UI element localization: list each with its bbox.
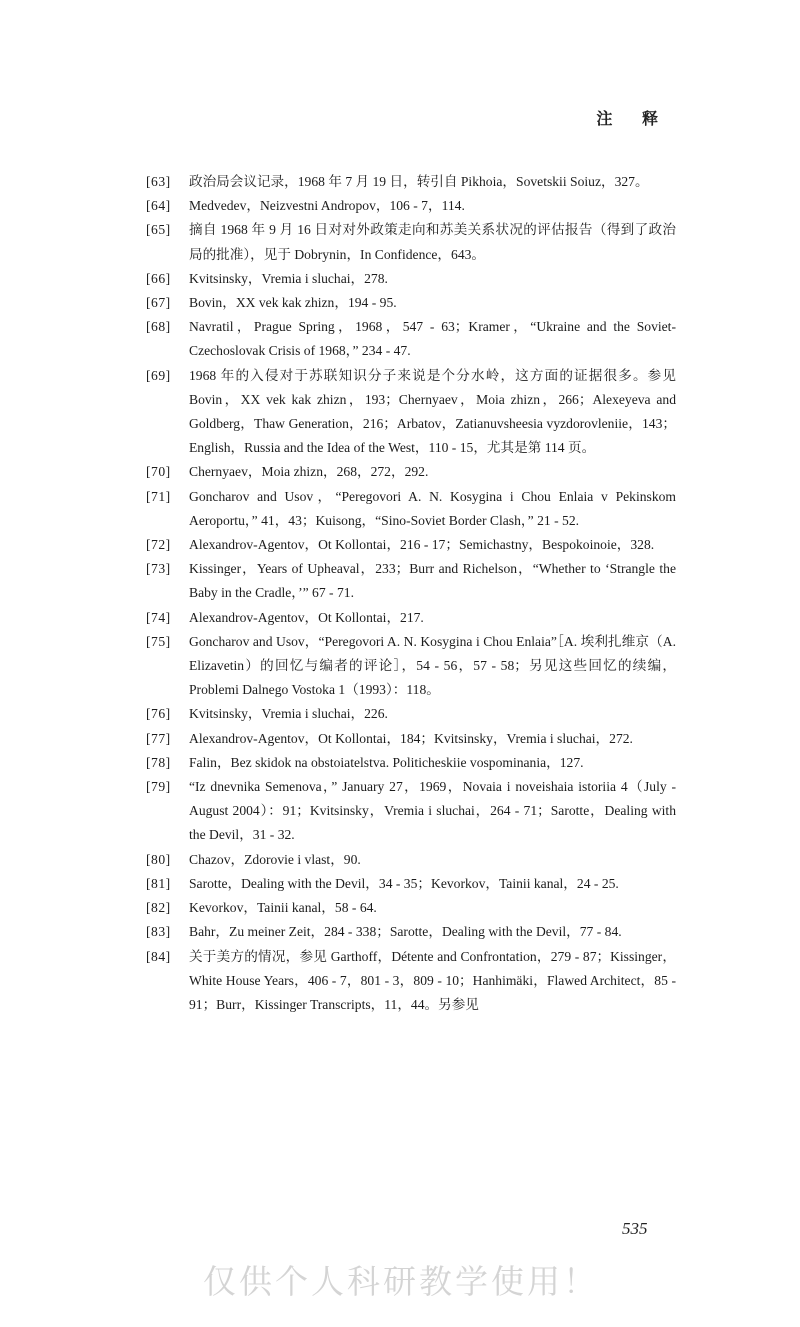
note-text: Chernyaev，Moia zhizn，268，272，292.	[189, 464, 429, 480]
note-number: [81]	[146, 875, 171, 891]
note-number: [67]	[146, 295, 171, 311]
note-item	[146, 896, 676, 920]
note-text: Kvitsinsky，Vremia i sluchai，278.	[189, 270, 388, 286]
note-item	[146, 460, 676, 484]
note-text: 关于美方的情况，参见 Garthoff，Détente and Confrontation，279 - 87；Kissinger，White House Years，406 - 7，801 - 3，809 - 10；Hanhimäki，Flawed Architect，85 - 91；Burr，Kissinger Transcripts，11，44。另参见	[189, 948, 676, 1012]
note-number: [66]	[146, 270, 171, 286]
note-text: Navratil，Prague Spring，1968，547 - 63；Kramer，“Ukraine and the Soviet-Czechoslovak Crisis of 1968，” 234 - 47.	[189, 319, 676, 359]
note-number: [71]	[146, 488, 171, 504]
note-item	[146, 702, 676, 726]
note-number: [63]	[146, 174, 171, 189]
note-text: Goncharov and Usov，“Peregovori A. N. Kosygina i Chou Enlaia”［A. 埃利扎维京（A. Elizavetin）的回忆与编者的评论］，54 - 56，57 - 58；另见这些回忆的续编，Problemi Dalnego Vostoka 1（1993）：118。	[189, 633, 676, 698]
note-item	[146, 848, 676, 872]
note-number: [77]	[146, 730, 171, 746]
note-text: “Iz dnevnika Semenova，” January 27，1969，Novaia i noveishaia istoriia 4（July - August 2004）：91；Kvitsinsky，Vremia i sluchai，264 - 71；Sarotte，Dealing with the Devil，31 - 32.	[189, 779, 676, 843]
note-item	[146, 170, 676, 194]
note-item	[146, 920, 676, 944]
note-number: [80]	[146, 851, 171, 867]
note-item	[146, 194, 676, 218]
note-number: [69]	[146, 367, 171, 383]
note-number: [72]	[146, 537, 171, 553]
note-text: Kissinger，Years of Upheaval，233；Burr and Richelson，“Whether to ‘Strangle the Baby in the Cradle，’” 67 - 71.	[189, 561, 676, 601]
note-item	[146, 751, 676, 775]
note-text: Sarotte，Dealing with the Devil，34 - 35；Kevorkov，Tainii kanal，24 - 25.	[189, 875, 619, 891]
note-text: Alexandrov-Agentov，Ot Kollontai，216 - 17；Semichastny，Bespokoinoie，328.	[189, 537, 655, 553]
note-text: 政治局会议记录，1968 年 7 月 19 日，转引自 Pikhoia，Sovetskii Soiuz，327。	[189, 174, 649, 189]
note-number: [82]	[146, 900, 171, 916]
note-number: [84]	[146, 948, 171, 964]
note-text: Alexandrov-Agentov，Ot Kollontai，217.	[189, 609, 424, 625]
note-item	[146, 315, 676, 363]
note-item	[146, 533, 676, 557]
note-item	[146, 775, 676, 848]
note-text: Alexandrov-Agentov，Ot Kollontai，184；Kvitsinsky，Vremia i sluchai，272.	[189, 730, 633, 746]
note-text: Medvedev，Neizvestni Andropov，106 - 7，114.	[189, 198, 465, 214]
note-number: [83]	[146, 924, 171, 940]
note-item	[146, 727, 676, 751]
note-number: [78]	[146, 754, 171, 770]
note-number: [75]	[146, 633, 171, 649]
note-number: [68]	[146, 319, 171, 335]
note-text: Goncharov and Usov，“Peregovori A. N. Kosygina i Chou Enlaia v Pekinskom Aeroportu，” 41，43；Kuisong，“Sino-Soviet Border Clash，” 21 - 52.	[189, 488, 676, 528]
note-item	[146, 630, 676, 703]
note-item	[146, 606, 676, 630]
note-number: [74]	[146, 609, 171, 625]
note-item	[146, 218, 676, 266]
note-item	[146, 872, 676, 896]
page-number: 535	[622, 1219, 648, 1238]
watermark: 仅供个人科研教学使用！	[203, 1262, 599, 1301]
note-item	[146, 945, 676, 1018]
note-item	[146, 557, 676, 605]
note-text: Bahr，Zu meiner Zeit，284 - 338；Sarotte，Dealing with the Devil，77 - 84.	[189, 924, 622, 940]
note-item	[146, 267, 676, 291]
note-number: [70]	[146, 464, 171, 480]
note-number: [64]	[146, 198, 171, 214]
note-text: Kvitsinsky，Vremia i sluchai，226.	[189, 706, 388, 722]
note-text: 摘自 1968 年 9 月 16 日对对外政策走向和苏美关系状况的评估报告（得到了政治局的批准），见于 Dobrynin，In Confidence，643。	[189, 222, 676, 262]
note-item	[146, 291, 676, 315]
note-number: [76]	[146, 706, 171, 722]
running-head: 注 释	[596, 109, 670, 128]
note-text: Kevorkov，Tainii kanal，58 - 64.	[189, 900, 377, 916]
note-text: Bovin，XX vek kak zhizn，194 - 95.	[189, 295, 397, 311]
note-number: [65]	[146, 222, 171, 238]
note-text: Falin，Bez skidok na obstoiatelstva. Politicheskiie vospominania，127.	[189, 754, 584, 770]
notes-list	[146, 170, 676, 1017]
note-item	[146, 485, 676, 533]
note-item	[146, 364, 676, 461]
note-number: [73]	[146, 561, 171, 577]
note-number: [79]	[146, 779, 171, 795]
note-text: Chazov，Zdorovie i vlast，90.	[189, 851, 361, 867]
note-text: 1968 年的入侵对于苏联知识分子来说是个分水岭，这方面的证据很多。参见 Bovin，XX vek kak zhizn，193；Chernyaev，Moia zhizn，266；Alexeyeva and Goldberg，Thaw Generation，216；Arbatov，Zatianuvsheesia vyzdorovleniie，143；English，Russia and the Idea of the West，110 - 15，尤其是第 114 页。	[189, 367, 676, 456]
